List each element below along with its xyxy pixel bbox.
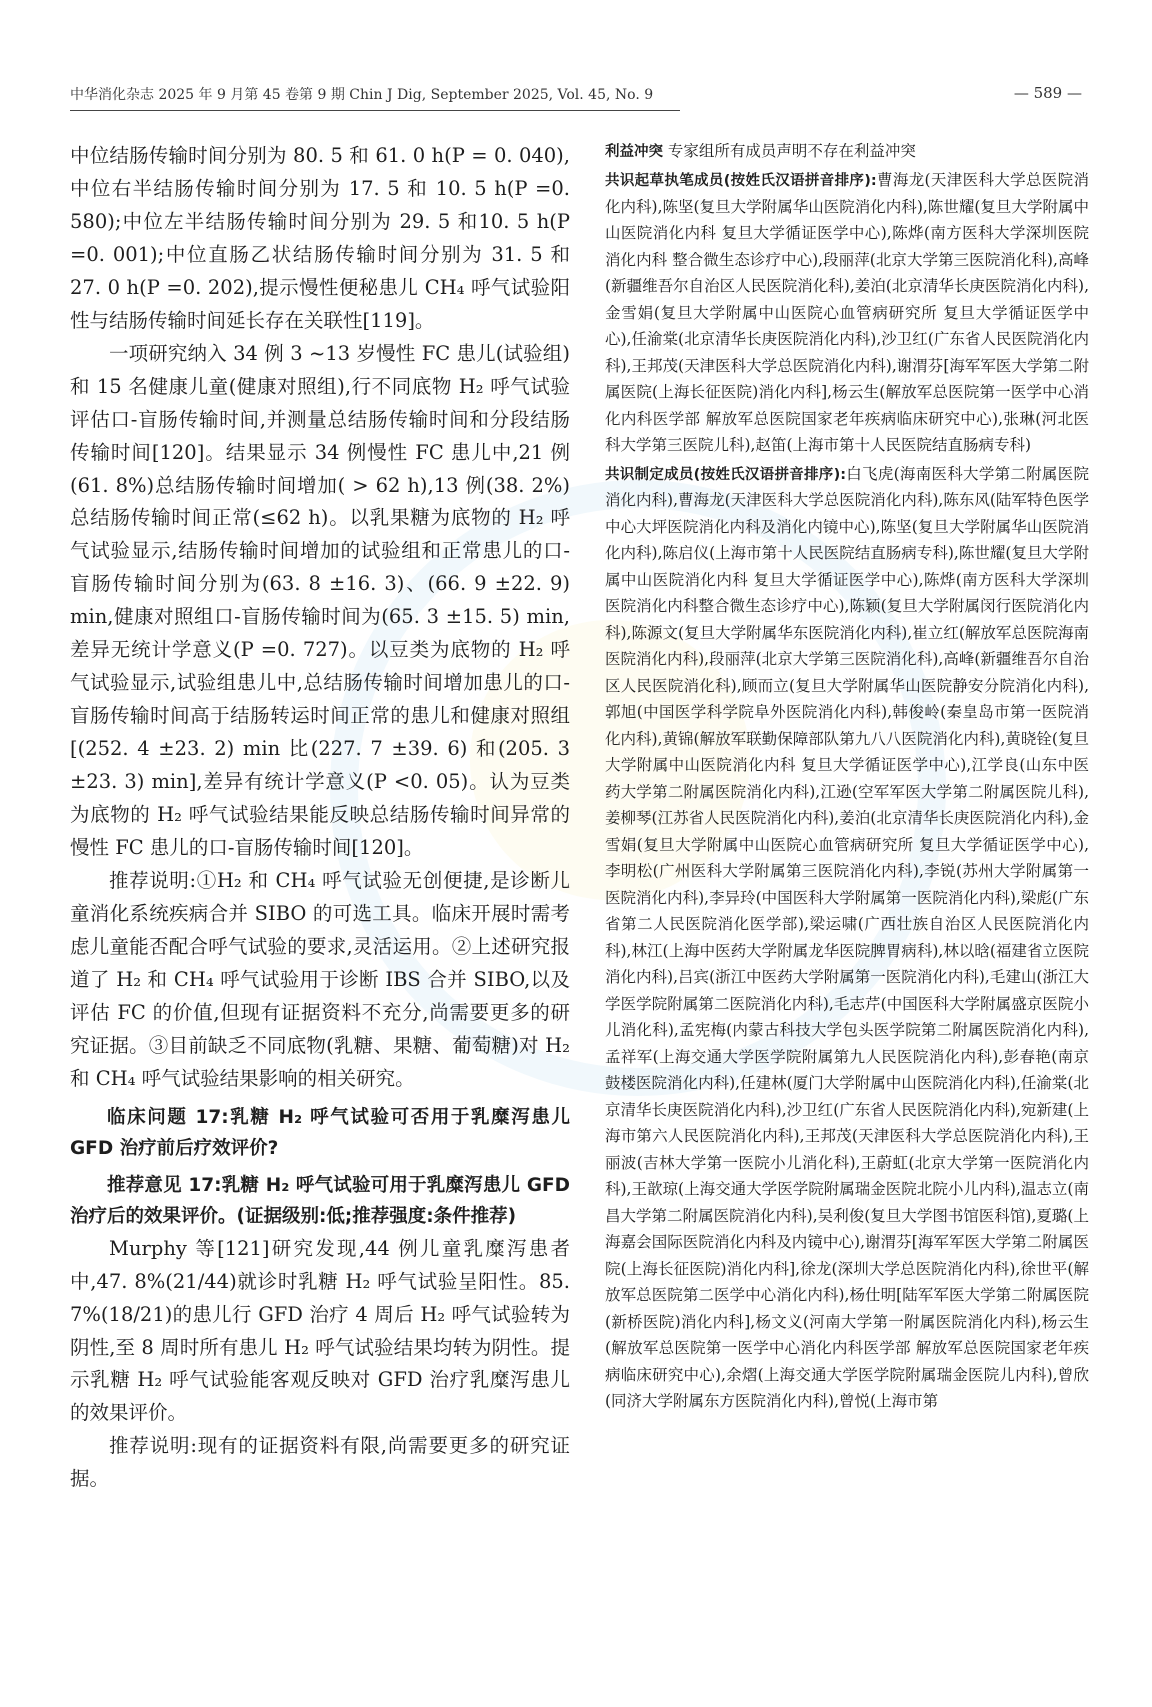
coi-text: 专家组所有成员声明不存在利益冲突 — [663, 142, 916, 160]
members-list: 白飞虎(海南医科大学第二附属医院消化内科),曹海龙(天津医科大学总医院消化内科),陈东风(陆军特色医学中心大坪医院消化内科及消化内镜中心),陈坚(复旦大学附属华山医院消化内科),陈启仪(上海市第十人民医院结直肠病专科),陈世耀(复旦大学附属中山医院消化内科 复旦大学循证医学中心),陈烨(南方医科大学深圳医院消化内科整合微生态诊疗中心),陈颖(复旦大学附属闵行医院消化内科),陈源文(复旦大学附属华东医院消化内科),崔立红(解放军总医院海南医院消化内科),段丽萍(北京大学第三医院消化科),高峰(新疆维吾尔自治区人民医院消化科),顾而立(复旦大学附属华山医院静安分院消化内科),郭旭(中国医学科学院阜外医院消化内科),韩俊岭(秦皇岛市第一医院消化内科),黄锦(解放军联勤保障部队第九八八医院消化内科),黄晓铨(复旦大学附属中山医院消化内科 复旦大学循证医学中心),江学良(山东中医药大学第二附属医院消化内科),江逊(空军军医大学第二附属医院儿科),姜柳琴(江苏省人民医院消化内科),姜泊(北京清华长庚医院消化内科),金雪娟(复旦大学附属中山医院心血管病研究所 复旦大学循证医学中心),李明松(广州医科大学附属第三医院消化内科),李锐(苏州大学附属第一医院消化内科),李异玲(中国医科大学附属第一医院消化内科),梁彪(广东省第二人民医院消化医学部),梁运啸(广西壮族自治区人民医院消化内科),林江(上海中医药大学附属龙华医院脾胃病科),林以晗(福建省立医院消化内科),吕宾(浙江中医药大学附属第一医院消化内科),毛建山(浙江大学医学院附属第二医院消化内科),毛志芹(中国医科大学附属盛京医院小儿消化科),孟宪梅(内蒙古科技大学包头医学院第二附属医院消化内科),孟祥军(上海交通大学医学院附属第九人民医院消化内科),彭春艳(南京鼓楼医院消化内科),任建林(厦门大学附属中山医院消化内科),任渝棠(北京清华长庚医院消化内科),沙卫红(广东省人民医院消化内科),宛新建(上海市第六人民医院消化内科),王邦茂(天津医科大学总医院消化内科),王丽波(吉林大学第一医院小儿消化科),王蔚虹(北京大学第一医院消化内科),王歆琼(上海交通大学医学院附属瑞金医院北院小儿内科),温志立(南昌大学第二附属医院消化内科),吴利俊(复旦大学图书馆医科馆),夏璐(上海嘉会国际医院消化内科及内镜中心),谢渭芬[海军军医大学第二附属医院(上海长征医院)消化内科],徐龙(深圳大学总医院消化内科),徐世平(解放军总医院第二医学中心消化内科),杨仕明[陆军军医大学第二附属医院(新桥医院)消化内科],杨文义(河南大学第一附属医院消化内科),杨云生(解放军总医院第一医学中心消化内科医学部 解放军总医院国家老年疾病临床研究中心),余熠(上海交通大学医学院附属瑞金医院儿内科),曾欣(同济大学附属东方医院消化内科),曾悦(上海市第 — [605, 464, 1089, 1411]
left-column — [70, 140, 570, 1496]
journal-citation: 中华消化杂志 2025 年 9 月第 45 卷第 9 期 Chin J Dig, September 2025, Vol. 45, No. 9 — [70, 87, 654, 103]
header-rule — [70, 110, 680, 111]
drafters-list: 曹海龙(天津医科大学总医院消化内科),陈坚(复旦大学附属华山医院消化内科),陈世耀(复旦大学附属中山医院消化内科 复旦大学循证医学中心),陈烨(南方医科大学深圳医院消化内科 整合微生态诊疗中心),段丽萍(北京大学第三医院消化科),高峰(新疆维吾尔自治区人民医院消化科),姜泊(北京清华长庚医院消化内科),金雪娟(复旦大学附属中山医院心血管病研究所 复旦大学循证医学中心),任渝棠(北京清华长庚医院消化内科),沙卫红(广东省人民医院消化内科),王邦茂(天津医科大学总医院消化内科),谢渭芬[海军军医大学第二附属医院(上海长征医院)消化内科],杨云生(解放军总医院第一医学中心消化内科医学部 解放军总医院国家老年疾病临床研究中心),张琳(河北医科大学第三医院儿科),赵笛(上海市第十人民医院结直肠病专科) — [605, 170, 1089, 455]
paragraph: 一项研究纳入 34 例 3 ~13 岁慢性 FC 患儿(试验组)和 15 名健康儿童(健康对照组),行不同底物 H₂ 呼气试验评估口-盲肠传输时间,并测量总结肠传输时间和分段结肠传输时间[120]。结果显示 34 例慢性 FC 患儿中,21 例(61. 8%)总结肠传输时间增加( > 62 h),13 例(38. 2%)总结肠传输时间正常(≤62 h)。以乳果糖为底物的 H₂ 呼气试验显示,结肠传输时间增加的试验组和正常患儿的口-盲肠传输时间分别为(63. 8 ±16. 3)、(66. 9 ±22. 9) min,健康对照组口-盲肠传输时间为(65. 3 ±15. 5) min,差异无统计学意义(P =0. 727)。以豆类为底物的 H₂ 呼气试验显示,试验组患儿中,总结肠传输时间增加患儿的口-盲肠传输时间高于结肠转运时间正常的患儿和健康对照组[(252. 4 ±23. 2) min 比(227. 7 ±39. 6) 和(205. 3 ±23. 3) min],差异有统计学意义(P <0. 05)。认为豆类为底物的 H₂ 呼气试验结果能反映总结肠传输时间异常的慢性 FC 患儿的口-盲肠传输时间[120]。 — [70, 341, 570, 860]
drafting-members — [605, 167, 1089, 459]
page-number: — 589 — — [1013, 84, 1082, 102]
members-label: 共识制定成员(按姓氏汉语拼音排序): — [605, 466, 846, 483]
coi-label: 利益冲突 — [605, 144, 663, 160]
drafters-label: 共识起草执笔成员(按姓氏汉语拼音排序): — [605, 172, 877, 189]
clinical-question-17: 临床问题 17:乳糖 H₂ 呼气试验可否用于乳糜泻患儿 GFD 治疗前后疗效评价? — [70, 1106, 570, 1159]
consensus-members — [605, 461, 1089, 1415]
recommendation-17: 推荐意见 17:乳糖 H₂ 呼气试验可用于乳糜泻患儿 GFD 治疗后的效果评价。(证据级别:低;推荐强度:条件推荐) — [70, 1175, 570, 1228]
recommendation-note: 推荐说明:①H₂ 和 CH₄ 呼气试验无创便捷,是诊断儿童消化系统疾病合并 SIBO 的可选工具。临床开展时需考虑儿童能否配合呼气试验的要求,灵活运用。②上述研究报道了 H₂ 和 CH₄ 呼气试验用于诊断 IBS 合并 SIBO,以及评估 FC 的价值,但现有证据资料不充分,尚需要更多的研究证据。③目前缺乏不同底物(乳糖、果糖、葡萄糖)对 H₂ 和 CH₄ 呼气试验结果影响的相关研究。 — [70, 868, 570, 1090]
right-column — [605, 138, 1089, 1415]
recommendation-note: 推荐说明:现有的证据资料有限,尚需要更多的研究证据。 — [70, 1434, 570, 1491]
paragraph: Murphy 等[121]研究发现,44 例儿童乳糜泻患者中,47. 8%(21/44)就诊时乳糖 H₂ 呼气试验呈阳性。85. 7%(18/21)的患儿行 GFD 治疗 4 周后 H₂ 呼气试验转为阴性,至 8 周时所有患儿 H₂ 呼气试验结果均转为阴性。提示乳糖 H₂ 呼气试验能客观反映对 GFD 治疗乳糜泻患儿的效果评价。 — [70, 1236, 570, 1425]
conflict-of-interest — [605, 138, 1089, 165]
running-header — [70, 84, 1082, 108]
paragraph: 中位结肠传输时间分别为 80. 5 和 61. 0 h(P = 0. 040),中位右半结肠传输时间分别为 17. 5 和 10. 5 h(P =0. 580);中位左半结肠传输时间分别为 29. 5 和10. 5 h(P =0. 001);中位直肠乙状结肠传输时间分别为 31. 5 和 27. 0 h(P =0. 202),提示慢性便秘患儿 CH₄ 呼气试验阳性与结肠传输时间延长存在关联性[119]。 — [70, 144, 570, 332]
